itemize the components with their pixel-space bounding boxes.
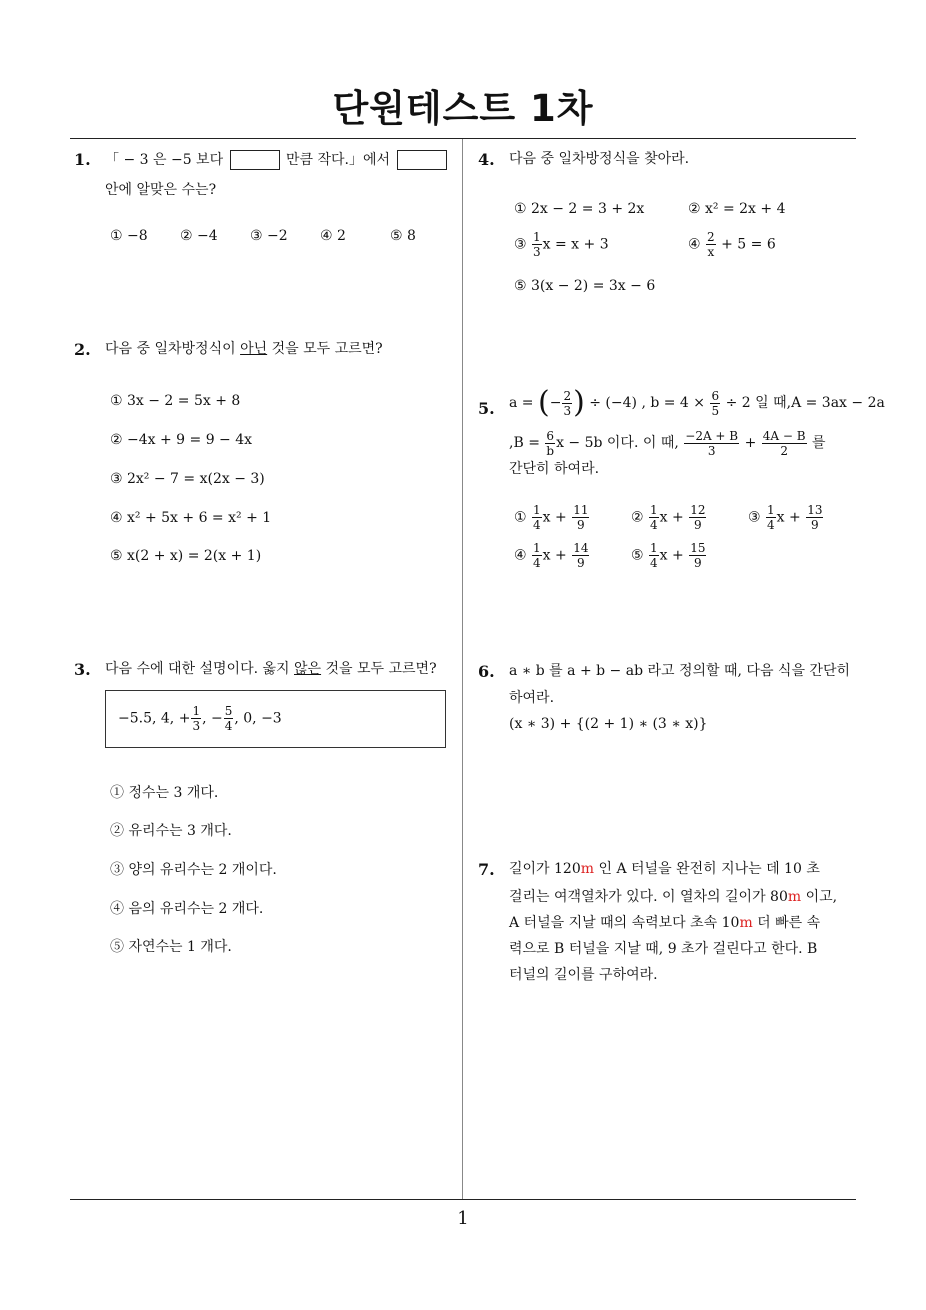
number-list-text: , − <box>202 710 223 727</box>
question-text: 력으로 B 터널을 지날 때, 9 초가 걸린다고 한다. B <box>509 941 818 957</box>
fraction: $\frac{2}{x}$ <box>707 230 715 259</box>
option-1[interactable]: ① −8 <box>110 228 148 244</box>
option-4[interactable]: ④ $\frac{2}{x}$ + 5 = 6 <box>688 230 776 259</box>
option-5[interactable]: ⑤ $\frac{1}{4}$ x + $\frac{15}{9}$ <box>631 541 706 570</box>
question-number: 5. <box>478 399 495 418</box>
option-1[interactable]: ① 3x − 2 = 5x + 8 <box>110 393 241 409</box>
fraction: $\frac{-2A + B}{3}$ <box>685 428 739 458</box>
option-1[interactable]: ① 정수는 3 개다. <box>110 785 219 801</box>
underlined-keyword: 않은 <box>294 661 322 677</box>
question-text: a = (− $\frac{2}{3}$ ) ÷ (−4) , b = 4 × $\frac{6}{5}$ ÷ 2 일 때,A = 3ax − 2a <box>509 385 885 420</box>
fraction: $\frac{6}{5}$ <box>711 388 720 418</box>
page-number: 1 <box>457 1208 469 1229</box>
question-text: 하여라. <box>509 690 555 706</box>
question-text: 「 − 3 은 −5 보다 <box>105 152 224 168</box>
question-text: 안에 알맞은 수는? <box>105 182 217 198</box>
option-3[interactable]: ③ $\frac{1}{3}$ x = x + 3 <box>514 230 609 259</box>
question-text: 간단히 하여라. <box>509 461 600 477</box>
option-4[interactable]: ④ 음의 유리수는 2 개다. <box>110 901 264 917</box>
question-number: 7. <box>478 860 495 879</box>
question-text: 길이가 120m 인 A 터널을 완전히 지나는 데 10 초 <box>509 861 820 877</box>
unit-meter: m <box>580 861 595 877</box>
option-2[interactable]: ② 유리수는 3 개다. <box>110 823 232 839</box>
number-set-box <box>105 690 446 748</box>
option-4[interactable]: ④ $\frac{1}{4}$ x + $\frac{14}{9}$ <box>514 541 589 570</box>
option-5[interactable]: ⑤ 3(x − 2) = 3x − 6 <box>514 278 656 294</box>
question-text: 것을 모두 고르면? <box>325 661 437 677</box>
option-2[interactable]: ② $\frac{1}{4}$ x + $\frac{12}{9}$ <box>631 503 706 532</box>
fraction: $\frac{1}{3}$ <box>192 704 201 733</box>
footer-rule <box>70 1199 856 1200</box>
option-3[interactable]: ③ 2x² − 7 = x(2x − 3) <box>110 471 265 487</box>
option-3[interactable]: ③ −2 <box>250 228 288 244</box>
fraction: $\frac{2}{3}$ <box>563 388 572 418</box>
underlined-keyword: 아닌 <box>240 341 268 357</box>
expression: (x ∗ 3) + {(2 + 1) ∗ (3 ∗ x)} <box>509 716 708 732</box>
question-number: 4. <box>478 150 495 169</box>
page-title: 단원테스트 1차 <box>332 87 594 130</box>
option-5[interactable]: ⑤ 자연수는 1 개다. <box>110 939 232 955</box>
option-2[interactable]: ② −4 <box>180 228 218 244</box>
option-3[interactable]: ③ $\frac{1}{4}$ x + $\frac{13}{9}$ <box>748 503 823 532</box>
option-1[interactable]: ① 2x − 2 = 3 + 2x <box>514 201 645 217</box>
question-number: 3. <box>74 660 91 679</box>
question-text: A 터널을 지날 때의 속력보다 초속 10m 더 빠른 속 <box>509 915 821 931</box>
answer-blank-box <box>230 150 280 170</box>
question-number: 2. <box>74 340 91 359</box>
question-text: a ∗ b 를 a + b − ab 라고 정의할 때, 다음 식을 간단히 <box>509 663 850 679</box>
fraction: $\frac{1}{3}$ <box>533 230 541 259</box>
fraction: $\frac{4A - B}{2}$ <box>762 428 806 458</box>
question-text: 다음 수에 대한 설명이다. 옳지 <box>105 661 290 677</box>
option-5[interactable]: ⑤ 8 <box>390 228 416 244</box>
fraction: $\frac{5}{4}$ <box>224 704 233 733</box>
question-number: 1. <box>74 150 91 169</box>
column-divider <box>462 139 463 1200</box>
unit-meter: m <box>787 889 802 905</box>
header-rule <box>70 138 856 139</box>
option-1[interactable]: ① $\frac{1}{4}$ x + $\frac{11}{9}$ <box>514 503 589 532</box>
number-list-text: −5.5, 4, + <box>118 710 191 727</box>
question-text: 다음 중 일차방정식을 찾아라. <box>509 151 690 167</box>
option-4[interactable]: ④ x² + 5x + 6 = x² + 1 <box>110 510 272 526</box>
question-text: 터널의 길이를 구하여라. <box>509 967 658 983</box>
option-3[interactable]: ③ 양의 유리수는 2 개이다. <box>110 862 277 878</box>
question-text: 만큼 작다.」에서 <box>286 152 391 168</box>
option-4[interactable]: ④ 2 <box>320 228 346 244</box>
question-text: ,B = $\frac{6}{b}$ x − 5b 이다. 이 때, $\frac{-2A + B}{3}$ + $\frac{4A - B}{2}$ 를 <box>509 428 826 458</box>
question-number: 6. <box>478 662 495 681</box>
option-5[interactable]: ⑤ x(2 + x) = 2(x + 1) <box>110 548 262 564</box>
question-text: 것을 모두 고르면? <box>271 341 383 357</box>
answer-blank-box <box>397 150 447 170</box>
unit-meter: m <box>739 915 753 931</box>
option-2[interactable]: ② x² = 2x + 4 <box>688 201 786 217</box>
fraction: $\frac{6}{b}$ <box>546 428 555 458</box>
question-text: 걸리는 여객열차가 있다. 이 열차의 길이가 80m 이고, <box>509 889 838 905</box>
question-text: 다음 중 일차방정식이 <box>105 341 236 357</box>
option-2[interactable]: ② −4x + 9 = 9 − 4x <box>110 432 253 448</box>
number-list-text: , 0, −3 <box>234 710 282 727</box>
